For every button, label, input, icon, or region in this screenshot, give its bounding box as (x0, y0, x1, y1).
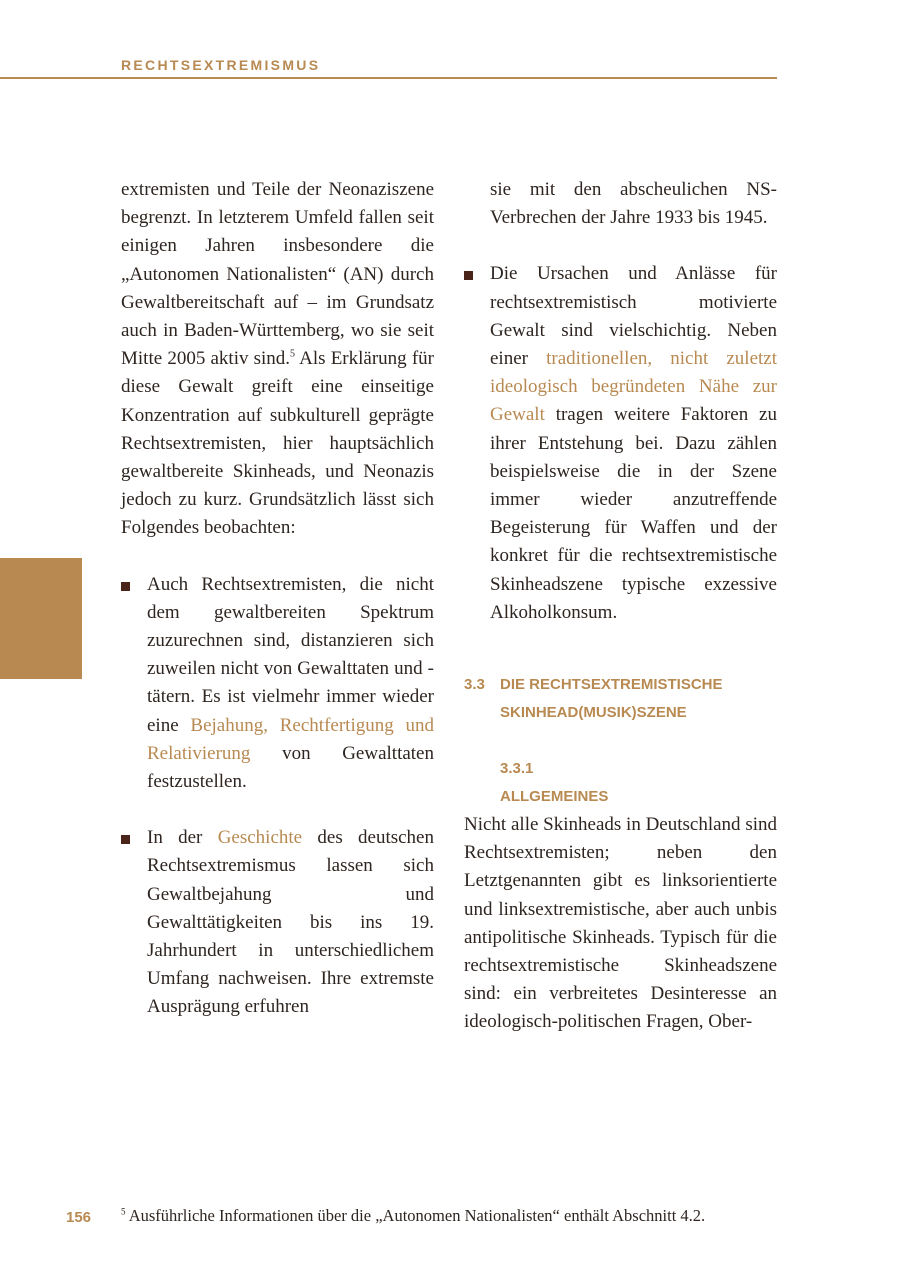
subsection-heading (464, 755, 777, 811)
intro-paragraph (121, 176, 434, 543)
intro-text-cont: Als Erklärung für diese Gewalt greift eine einseitige Konzentration auf subkulturell geprägte Rechtsextremisten, hier hauptsächlich gewaltbereite Skinheads, und Neonazis jedoch zu kurz. Grundsätzlich lässt sich Folgendes beobachten: (121, 348, 434, 539)
section-title-line2: SKINHEAD(MUSIK)SZENE (500, 704, 687, 722)
bullet-square-icon (464, 271, 473, 280)
highlight-text: Bejahung, Rechtfertigung und Relativierung (147, 714, 434, 764)
bullet-item: In der Geschichte des deutschen Rechtsextremismus lassen sich Gewaltbejahung und Gewalttätigkeiten bis ins 19. Jahrhundert in unterschiedlichem Umfang nachweisen. Ihre extremste Ausprägung erfuhren (121, 824, 434, 1021)
section-heading (464, 671, 777, 727)
highlight-text: Geschichte (217, 827, 303, 849)
header-rule (0, 77, 777, 79)
running-head: RECHTSEXTREMISMUS (121, 57, 321, 73)
page-number: 156 (66, 1209, 92, 1226)
section-title-line1: DIE RECHTSEXTREMISTISCHE (500, 676, 723, 694)
subsection-title: ALLGEMEINES (500, 788, 609, 806)
highlight-text: traditionellen, nicht zuletzt ideologisch begründeten Nähe zur Gewalt (490, 348, 777, 426)
footnote-ref: 5 (290, 348, 296, 360)
chapter-side-tab (0, 558, 82, 679)
bullet-continuation: sie mit den abscheulichen NS-Verbrechen der Jahre 1933 bis 1945. (490, 179, 777, 229)
bullet-item: Auch Rechtsextremisten, die nicht dem gewaltbereiten Spektrum zuzurechnen sind, distanzieren sich zuweilen nicht von Gewalttaten und -tätern. Es ist vielmehr immer wieder eine Bejahung, Rechtfertigung und Relativierung von Gewalttaten festzustellen. (121, 571, 434, 797)
intro-text: extremisten und Teile der Neonaziszene begrenzt. In letzterem Umfeld fallen seit einigen Jahren insbesondere die „Autonomen Nationalisten“ (AN) durch Gewaltbereitschaft auf – im Grundsatz auch in Baden-Württemberg, wo sie seit Mitte 2005 aktiv sind. (121, 179, 434, 370)
section-number: 3.3 (464, 676, 485, 694)
footnote-text: Ausführliche Informationen über die „Autonomen Nationalisten“ enthält Abschnitt 4.2. (125, 1206, 706, 1225)
body-paragraph: Nicht alle Skinheads in Deutschland sind Rechtsextremisten; neben den Letztgenannten gibt es linksorientierte und linksextremistische, aber auch unbis antipolitische Skinheads. Typisch für die rechtsextremistische Skinheadszene sind: ein verbreitetes Desinteresse an ideologisch-politischen Fragen, Ober- (464, 814, 777, 1033)
footnote (121, 1206, 705, 1226)
footnote-marker: 5 (121, 1206, 126, 1217)
bullet-square-icon (121, 582, 130, 591)
subsection-number: 3.3.1 (500, 760, 534, 778)
bullet-square-icon (121, 835, 130, 844)
bullet-item: Die Ursachen und Anlässe für rechtsextremistisch motivierte Gewalt sind vielschichtig. Neben einer traditionellen, nicht zuletzt ideologisch begründeten Nähe zur Gewalt tragen weitere Faktoren zu ihrer Entstehung bei. Dazu zählen beispielsweise die in der Szene immer wieder anzutreffende Begeisterung für Waffen und der konkret für die rechtsextremistische Skinheadszene typische exzessive Alkoholkonsum. (464, 260, 777, 627)
left-column (121, 176, 434, 1022)
right-column (464, 176, 777, 1037)
